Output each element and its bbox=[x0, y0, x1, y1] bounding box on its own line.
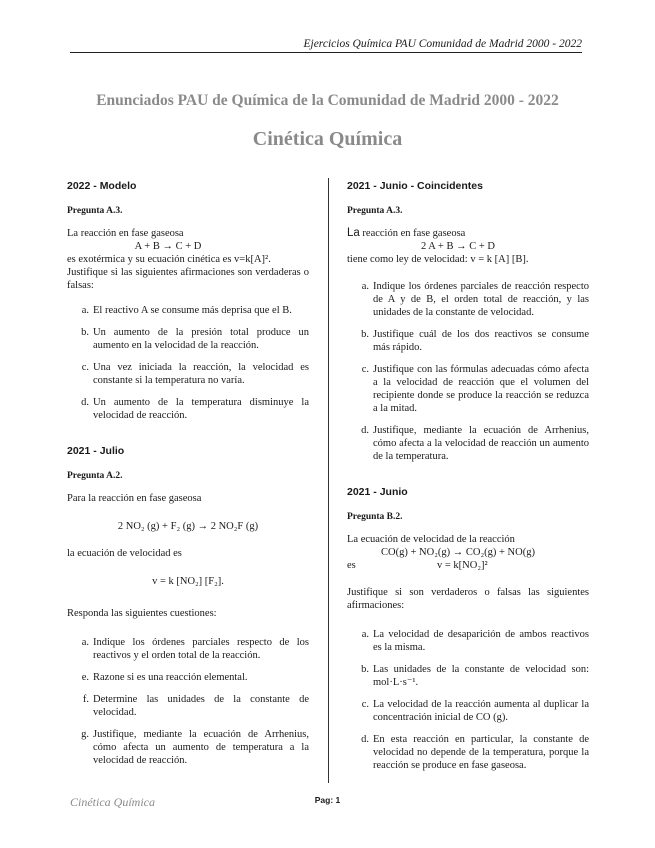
reaction-equation: CO(g) + NO₂(g) → CO₂(g) + NO(g) bbox=[381, 547, 535, 558]
question-label: Pregunta A.2. bbox=[67, 471, 123, 481]
rate-law: v = k[NO₂]² bbox=[437, 560, 488, 571]
question-intro: Para la reacción en fase gaseosa bbox=[67, 493, 202, 504]
topic-title: Cinética Química bbox=[252, 128, 403, 150]
rate-law-row bbox=[347, 559, 589, 572]
rate-law: v = k [NO₂] [F₂]. bbox=[152, 576, 224, 587]
question-label: Pregunta A.3. bbox=[347, 206, 403, 216]
section-title-2021-junio: 2021 - Junio bbox=[347, 486, 408, 498]
question-intro: La reacción en fase gaseosa bbox=[67, 228, 184, 239]
rate-law-es: es bbox=[347, 560, 356, 571]
document-title: Enunciados PAU de Química de la Comunidad de Madrid 2000 - 2022 bbox=[96, 92, 559, 109]
question-prompt: Justifique si las siguientes afirmaciones son verdaderas o falsas: bbox=[67, 267, 309, 291]
list-item: d. Justifique, mediante la ecuación de Arrhenius, cómo afecta a la velocidad de reacción un aumento de la temperatura. bbox=[361, 425, 589, 462]
section-title-2022-modelo: 2022 - Modelo bbox=[67, 180, 137, 192]
list-item: b. Las unidades de la constante de velocidad son: mol·L·s⁻¹. bbox=[361, 664, 589, 688]
running-header: Ejercicios Química PAU Comunidad de Madrid 2000 - 2022 bbox=[70, 38, 582, 53]
list-item: a. El reactivo A se consume más deprisa que el B. bbox=[81, 305, 292, 316]
rate-law-intro: la ecuación de velocidad es bbox=[67, 548, 182, 559]
list-item: b. Un aumento de la presión total produce un aumento en la velocidad de la reacción. bbox=[81, 327, 309, 351]
question-intro: La ecuación de velocidad de la reacción bbox=[347, 534, 515, 545]
reaction-equation: 2 A + B → C + D bbox=[421, 241, 495, 252]
list-item: c. Una vez iniciada la reacción, la velocidad es constante si la temperatura no varía. bbox=[81, 362, 309, 386]
section-title-2021-julio: 2021 - Julio bbox=[67, 445, 125, 457]
right-column bbox=[347, 180, 589, 781]
question-items bbox=[67, 304, 309, 422]
section-title-2021-junio-coincidentes: 2021 - Junio - Coincidentes bbox=[347, 180, 483, 192]
reaction-equation: A + B → C + D bbox=[134, 241, 202, 252]
question-prompt: Justifique si son verdaderos o falsas las siguientes afirmaciones: bbox=[347, 587, 589, 611]
footer-topic: Cinética Química bbox=[70, 795, 155, 809]
list-item: g. Justifique, mediante la ecuación de Arrhenius, cómo afecta un aumento de temperatura a la velocidad de reacción. bbox=[81, 729, 309, 766]
question-items bbox=[67, 636, 309, 767]
list-item: b. Justifique cuál de los dos reactivos se consume más rápido. bbox=[361, 329, 589, 353]
list-item: a. Indique los órdenes parciales respecto de los reactivos y el orden total de la reacción. bbox=[81, 637, 309, 661]
list-item: c. La velocidad de la reacción aumenta al duplicar la concentración inicial de CO (g). bbox=[361, 699, 589, 723]
list-item: a. La velocidad de desaparición de ambos reactivos es la misma. bbox=[361, 629, 589, 653]
list-item: f. Determine las unidades de la constante de velocidad. bbox=[82, 694, 309, 718]
list-item: e. Razone si es una reacción elemental. bbox=[81, 672, 248, 683]
rate-law-text: es exotérmica y su ecuación cinética es v=k[A]². bbox=[67, 254, 271, 265]
question-label: Pregunta B.2. bbox=[347, 512, 403, 522]
column-divider bbox=[328, 178, 329, 783]
list-item: c. Justifique con las fórmulas adecuadas cómo afecta a la velocidad de reacción que el volumen del recipiente donde se produce la reacción se reduzca a la mitad. bbox=[361, 364, 589, 414]
list-item: a. Indique los órdenes parciales de reacción respecto de A y de B, el orden total de reacción, y las unidades de la constante de velocidad. bbox=[361, 281, 589, 318]
left-column bbox=[67, 180, 309, 776]
list-item: d. En esta reacción en particular, la constante de velocidad no depende de la temperatura, porque la reacción se produce en fase gaseosa. bbox=[361, 734, 589, 771]
page-number: Pag: 1 bbox=[314, 795, 341, 805]
question-label: Pregunta A.3. bbox=[67, 206, 123, 216]
reaction-equation: 2 NO₂ (g) + F₂ (g) → 2 NO₂F (g) bbox=[117, 521, 259, 532]
question-intro: La reacción en fase gaseosa bbox=[347, 227, 466, 239]
list-item: d. Un aumento de la temperatura disminuye la velocidad de reacción. bbox=[81, 397, 309, 421]
question-prompt: Responda las siguientes cuestiones: bbox=[67, 608, 217, 619]
rate-law-text: tiene como ley de velocidad: v = k [A] [B]. bbox=[347, 254, 529, 265]
question-items bbox=[347, 280, 589, 463]
question-items bbox=[347, 628, 589, 772]
